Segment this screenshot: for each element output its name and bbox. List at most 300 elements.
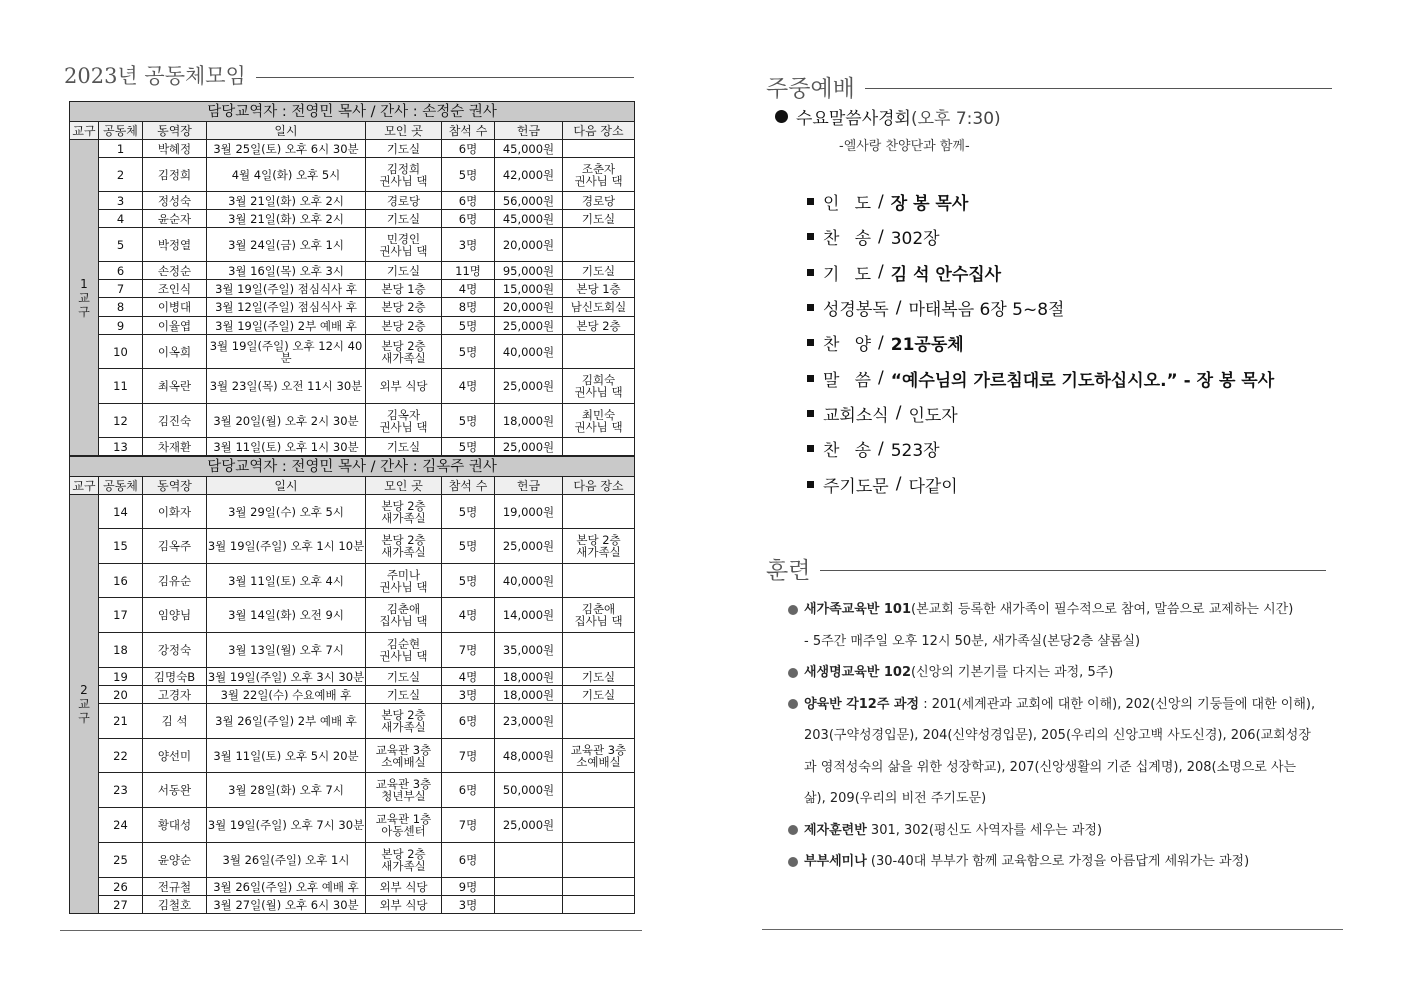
cell-leader: 김명숙B (143, 668, 207, 686)
column-header: 공동체 (99, 477, 143, 495)
service-item-label: 찬 송 (823, 441, 871, 462)
service-item-value: 인도자 (908, 405, 958, 426)
cell-place: 본당 1층 (366, 280, 442, 298)
training-item (788, 689, 1328, 721)
cell-datetime: 3월 19일(주일) 2부 예배 후 (207, 317, 366, 335)
cell-attendance: 7명 (442, 633, 495, 668)
service-item (807, 466, 1335, 501)
bullet-icon (788, 605, 798, 615)
cell-number: 22 (99, 739, 143, 773)
service-item-label: 교회소식 (823, 405, 889, 426)
cell-leader: 양선미 (143, 739, 207, 773)
cell-leader: 박정열 (143, 228, 207, 262)
cell-place: 김옥자 권사님 댁 (366, 404, 442, 438)
separator: / (878, 438, 884, 459)
cell-offering: 25,000원 (495, 369, 563, 404)
cell-next-place (563, 896, 635, 914)
cell-next-place: 김춘애 집사님 댁 (563, 598, 635, 633)
cell-attendance: 3명 (442, 228, 495, 262)
service-item-value: 다같이 (908, 476, 958, 497)
column-header: 모인 곳 (366, 122, 442, 140)
cell-datetime: 3월 29일(수) 오후 5시 (207, 495, 366, 529)
cell-place: 기도실 (366, 438, 442, 456)
cell-number: 27 (99, 896, 143, 914)
separator: / (878, 332, 884, 353)
training-desc-cont: 과 영적성숙의 삶을 위한 성장학교), 207(신앙생활의 기준 십계명), 208(소명으로 사는 (804, 759, 1297, 775)
cell-leader: 김철호 (143, 896, 207, 914)
district-label: 1 교 구 (70, 140, 99, 456)
table-header (70, 457, 635, 477)
cell-attendance: 3명 (442, 896, 495, 914)
table-row (70, 739, 635, 773)
cell-number: 1 (99, 140, 143, 158)
section-title-worship: 주중예배 (766, 70, 1332, 103)
cell-datetime: 3월 26일(주일) 오후 예배 후 (207, 878, 366, 896)
title-rule (820, 570, 1326, 571)
column-headers (70, 122, 635, 140)
cell-next-place (563, 228, 635, 262)
cell-attendance: 4명 (442, 369, 495, 404)
cell-next-place: 김희숙 권사님 댁 (563, 369, 635, 404)
cell-offering: 48,000원 (495, 739, 563, 773)
cell-next-place (563, 335, 635, 369)
cell-leader: 고경자 (143, 686, 207, 704)
service-item-value: 김 석 안수집사 (890, 264, 1002, 285)
cell-number: 15 (99, 529, 143, 564)
cell-offering: 35,000원 (495, 633, 563, 668)
cell-offering: 25,000원 (495, 808, 563, 843)
cell-number: 23 (99, 773, 143, 808)
cell-datetime: 3월 11일(토) 오후 1시 30분 (207, 438, 366, 456)
cell-place: 본당 2층 (366, 317, 442, 335)
cell-number: 12 (99, 404, 143, 438)
cell-datetime: 3월 21일(화) 오후 2시 (207, 210, 366, 228)
cell-datetime: 3월 19일(주일) 오후 1시 10분 (207, 529, 366, 564)
cell-datetime: 3월 16일(목) 오후 3시 (207, 262, 366, 280)
cell-offering: 18,000원 (495, 668, 563, 686)
training-item (788, 846, 1328, 878)
cell-offering: 25,000원 (495, 438, 563, 456)
square-bullet-icon (807, 410, 814, 417)
cell-number: 18 (99, 633, 143, 668)
table-row (70, 298, 635, 317)
cell-attendance: 5명 (442, 495, 495, 529)
service-item-label: 주기도문 (823, 476, 889, 497)
cell-attendance: 5명 (442, 529, 495, 564)
separator: / (878, 262, 884, 283)
title-rule (256, 77, 634, 78)
cell-attendance: 6명 (442, 773, 495, 808)
training-item (788, 594, 1328, 626)
cell-offering: 50,000원 (495, 773, 563, 808)
table-row (70, 158, 635, 192)
service-item-label: 인 도 (823, 194, 871, 215)
cell-next-place (563, 438, 635, 456)
square-bullet-icon (807, 304, 814, 311)
service-item (807, 290, 1335, 325)
cell-offering: 20,000원 (495, 298, 563, 317)
cell-datetime: 3월 14일(화) 오전 9시 (207, 598, 366, 633)
cell-datetime: 3월 19일(주일) 오후 7시 30분 (207, 808, 366, 843)
cell-datetime: 3월 12일(주일) 점심식사 후 (207, 298, 366, 317)
cell-leader: 서동완 (143, 773, 207, 808)
service-item (807, 255, 1335, 290)
cell-offering: 40,000원 (495, 564, 563, 598)
cell-place: 본당 2층 새가족실 (366, 335, 442, 369)
cell-place: 김춘애 집사님 댁 (366, 598, 442, 633)
cell-number: 25 (99, 843, 143, 878)
service-item (807, 360, 1335, 395)
service-item (807, 325, 1335, 360)
training-name: 새가족교육반 101 (804, 602, 912, 617)
separator: / (895, 297, 902, 318)
group1-table (69, 101, 635, 456)
cell-number: 7 (99, 280, 143, 298)
service-item-value: “예수님의 가르침대로 기도하십시오.” - 장 봉 목사 (890, 370, 1275, 391)
cell-next-place (563, 704, 635, 739)
cell-number: 8 (99, 298, 143, 317)
cell-leader: 조인식 (143, 280, 207, 298)
table-row (70, 878, 635, 896)
cell-attendance: 4명 (442, 598, 495, 633)
cell-next-place: 본당 1층 (563, 280, 635, 298)
cell-place: 주미나 권사님 댁 (366, 564, 442, 598)
table-row (70, 262, 635, 280)
cell-attendance: 5명 (442, 564, 495, 598)
cell-place: 본당 2층 새가족실 (366, 704, 442, 739)
cell-datetime: 3월 23일(목) 오전 11시 30분 (207, 369, 366, 404)
cell-leader: 황대성 (143, 808, 207, 843)
cell-place: 교육관 1층 아동센터 (366, 808, 442, 843)
cell-datetime: 3월 28일(화) 오후 7시 (207, 773, 366, 808)
service-item-label: 성경봉독 (823, 300, 889, 321)
cell-place: 기도실 (366, 140, 442, 158)
cell-attendance: 7명 (442, 808, 495, 843)
training-desc: (신앙의 기본기를 다지는 과정, 5주) (911, 665, 1114, 680)
cell-attendance: 5명 (442, 404, 495, 438)
cell-place: 본당 2층 (366, 298, 442, 317)
cell-leader: 차재환 (143, 438, 207, 456)
service-item (807, 219, 1335, 254)
separator: / (878, 226, 884, 247)
column-header: 공동체 (99, 122, 143, 140)
cell-leader: 김진숙 (143, 404, 207, 438)
table-row (70, 280, 635, 298)
cell-leader: 윤순자 (143, 210, 207, 228)
service-item-value: 마태복음 6장 5~8절 (908, 300, 1065, 321)
table-row (70, 633, 635, 668)
bullet-icon (788, 857, 798, 867)
section-title-community: 2023년 공동체모임 (64, 60, 634, 90)
cell-offering: 42,000원 (495, 158, 563, 192)
cell-datetime: 3월 13일(월) 오후 7시 (207, 633, 366, 668)
cell-place: 민경인 권사님 댁 (366, 228, 442, 262)
cell-datetime: 3월 22일(수) 수요예배 후 (207, 686, 366, 704)
cell-offering: 14,000원 (495, 598, 563, 633)
cell-attendance: 3명 (442, 686, 495, 704)
cell-next-place: 교육관 3층 소예배실 (563, 739, 635, 773)
order-of-service (807, 184, 1335, 502)
cell-leader: 손정순 (143, 262, 207, 280)
cell-place: 기도실 (366, 686, 442, 704)
cell-next-place (563, 773, 635, 808)
cell-offering: 20,000원 (495, 228, 563, 262)
cell-place: 본당 2층 새가족실 (366, 843, 442, 878)
cell-next-place: 본당 2층 새가족실 (563, 529, 635, 564)
table-row (70, 210, 635, 228)
cell-next-place: 경로당 (563, 192, 635, 210)
cell-leader: 김정희 (143, 158, 207, 192)
cell-number: 4 (99, 210, 143, 228)
training-desc: (30-40대 부부가 함께 교육함으로 가정을 아름답게 세워가는 과정) (866, 854, 1250, 869)
cell-place: 경로당 (366, 192, 442, 210)
cell-datetime: 3월 25일(토) 오후 6시 30분 (207, 140, 366, 158)
column-header: 헌금 (495, 477, 563, 495)
cell-attendance: 6명 (442, 210, 495, 228)
cell-leader: 이율엽 (143, 317, 207, 335)
cell-number: 19 (99, 668, 143, 686)
cell-attendance: 4명 (442, 280, 495, 298)
cell-next-place (563, 495, 635, 529)
cell-attendance: 6명 (442, 140, 495, 158)
cell-datetime: 3월 21일(화) 오후 2시 (207, 192, 366, 210)
cell-attendance: 8명 (442, 298, 495, 317)
cell-place: 본당 2층 새가족실 (366, 529, 442, 564)
cell-offering: 18,000원 (495, 404, 563, 438)
cell-offering (495, 843, 563, 878)
separator: / (878, 368, 884, 389)
square-bullet-icon (807, 375, 814, 382)
cell-leader: 김 석 (143, 704, 207, 739)
cell-offering: 56,000원 (495, 192, 563, 210)
cell-leader: 윤양순 (143, 843, 207, 878)
cell-number: 24 (99, 808, 143, 843)
cell-attendance: 5명 (442, 335, 495, 369)
square-bullet-icon (807, 233, 814, 240)
cell-next-place (563, 843, 635, 878)
column-headers (70, 477, 635, 495)
column-header: 참석 수 (442, 477, 495, 495)
cell-leader: 전규철 (143, 878, 207, 896)
table-row (70, 529, 635, 564)
training-desc: (본교회 등록한 새가족이 필수적으로 참여, 말씀으로 교제하는 시간) (911, 602, 1294, 617)
cell-next-place: 기도실 (563, 210, 635, 228)
service-item-label: 말 씀 (823, 370, 871, 391)
training-section (788, 594, 1328, 878)
cell-datetime: 3월 24일(금) 오후 1시 (207, 228, 366, 262)
cell-offering: 95,000원 (495, 262, 563, 280)
cell-place: 외부 식당 (366, 896, 442, 914)
cell-number: 21 (99, 704, 143, 739)
section-title-training: 훈련 (766, 552, 1326, 585)
cell-number: 16 (99, 564, 143, 598)
training-desc-cont: - 5주간 매주일 오후 12시 50분, 새가족실(본당2층 샬롬실) (804, 633, 1141, 649)
cell-number: 14 (99, 495, 143, 529)
column-header: 동역장 (143, 477, 207, 495)
cell-datetime: 3월 19일(주일) 점심식사 후 (207, 280, 366, 298)
table-row (70, 686, 635, 704)
cell-next-place: 본당 2층 (563, 317, 635, 335)
column-header: 동역장 (143, 122, 207, 140)
cell-leader: 최옥란 (143, 369, 207, 404)
square-bullet-icon (807, 339, 814, 346)
cell-datetime: 3월 11일(토) 오후 4시 (207, 564, 366, 598)
cell-place: 기도실 (366, 210, 442, 228)
training-desc-cont: 203(구약성경입문), 204(신약성경입문), 205(우리의 신앙고백 사도신경), 206(교회성장 (804, 728, 1311, 743)
square-bullet-icon (807, 481, 814, 488)
worship-subtitle: -엘사랑 찬양단과 함께- (839, 139, 970, 154)
cell-offering (495, 878, 563, 896)
table-row (70, 228, 635, 262)
cell-offering: 45,000원 (495, 140, 563, 158)
cell-number: 5 (99, 228, 143, 262)
cell-next-place: 최민숙 권사님 댁 (563, 404, 635, 438)
cell-number: 11 (99, 369, 143, 404)
column-header: 다음 장소 (563, 122, 635, 140)
cell-number: 13 (99, 438, 143, 456)
cell-number: 2 (99, 158, 143, 192)
cell-place: 본당 2층 새가족실 (366, 495, 442, 529)
cell-leader: 박혜정 (143, 140, 207, 158)
cell-place: 외부 식당 (366, 878, 442, 896)
table-row (70, 404, 635, 438)
cell-next-place (563, 140, 635, 158)
service-item (807, 396, 1335, 431)
cell-offering: 25,000원 (495, 529, 563, 564)
district-label: 2 교 구 (70, 495, 99, 914)
cell-leader: 정성숙 (143, 192, 207, 210)
table-row (70, 598, 635, 633)
cell-next-place: 기도실 (563, 686, 635, 704)
cell-datetime: 3월 20일(월) 오후 2시 30분 (207, 404, 366, 438)
cell-offering: 15,000원 (495, 280, 563, 298)
cell-attendance: 5명 (442, 438, 495, 456)
group2-table (69, 456, 635, 914)
cell-datetime: 3월 26일(주일) 오후 1시 (207, 843, 366, 878)
table-header (70, 102, 635, 122)
table-row (70, 896, 635, 914)
column-header: 헌금 (495, 122, 563, 140)
cell-number: 10 (99, 335, 143, 369)
cell-next-place (563, 808, 635, 843)
service-item-label: 기 도 (823, 264, 871, 285)
cell-leader: 김유순 (143, 564, 207, 598)
cell-offering: 19,000원 (495, 495, 563, 529)
training-desc-cont: 삶), 209(우리의 비전 주기도문) (804, 791, 987, 806)
cell-place: 교육관 3층 청년부실 (366, 773, 442, 808)
cell-attendance: 11명 (442, 262, 495, 280)
cell-place: 교육관 3층 소예배실 (366, 739, 442, 773)
cell-next-place: 남신도회실 (563, 298, 635, 317)
cell-number: 26 (99, 878, 143, 896)
service-item-value: 302장 (890, 229, 940, 250)
cell-place: 외부 식당 (366, 369, 442, 404)
cell-datetime: 3월 11일(토) 오후 5시 20분 (207, 739, 366, 773)
table-row (70, 335, 635, 369)
column-header: 참석 수 (442, 122, 495, 140)
cell-leader: 이옥희 (143, 335, 207, 369)
cell-number: 17 (99, 598, 143, 633)
cell-offering: 23,000원 (495, 704, 563, 739)
bullet-icon (788, 668, 798, 678)
cell-number: 6 (99, 262, 143, 280)
pastor-header: 담당교역자 : 전영민 목사 / 간사 : 손정순 권사 (70, 102, 635, 122)
cell-attendance: 6명 (442, 843, 495, 878)
cell-next-place: 기도실 (563, 262, 635, 280)
separator: / (895, 403, 902, 424)
table-row (70, 773, 635, 808)
table-row (70, 495, 635, 529)
table-row (70, 668, 635, 686)
cell-place: 기도실 (366, 262, 442, 280)
cell-place: 김순현 권사님 댁 (366, 633, 442, 668)
table-row (70, 564, 635, 598)
training-item (788, 815, 1328, 847)
cell-offering (495, 896, 563, 914)
cell-offering: 40,000원 (495, 335, 563, 369)
cell-datetime: 3월 19일(주일) 오후 12시 40분 (207, 335, 366, 369)
training-name: 제자훈련반 (804, 822, 867, 838)
service-item (807, 431, 1335, 466)
table-row (70, 317, 635, 335)
service-item-value: 21공동체 (890, 335, 964, 356)
column-header: 모인 곳 (366, 477, 442, 495)
bullet-icon (788, 699, 798, 709)
square-bullet-icon (807, 198, 814, 205)
table-row (70, 140, 635, 158)
cell-attendance: 6명 (442, 192, 495, 210)
square-bullet-icon (807, 269, 814, 276)
service-item-value: 523장 (890, 441, 940, 462)
cell-number: 9 (99, 317, 143, 335)
separator: / (878, 191, 884, 212)
training-desc: 301, 302(평신도 사역자를 세우는 과정) (866, 822, 1103, 838)
cell-attendance: 9명 (442, 878, 495, 896)
cell-leader: 김옥주 (143, 529, 207, 564)
cell-attendance: 5명 (442, 158, 495, 192)
cell-number: 3 (99, 192, 143, 210)
service-item-label: 찬 양 (823, 335, 871, 356)
square-bullet-icon (807, 445, 814, 452)
training-name: 새생명교육반 102 (804, 665, 912, 680)
cell-number: 20 (99, 686, 143, 704)
cell-leader: 임양님 (143, 598, 207, 633)
cell-place: 기도실 (366, 668, 442, 686)
cell-datetime: 3월 27일(월) 오후 6시 30분 (207, 896, 366, 914)
cell-attendance: 6명 (442, 704, 495, 739)
title-rule (865, 88, 1332, 89)
cell-next-place (563, 633, 635, 668)
cell-offering: 18,000원 (495, 686, 563, 704)
cell-attendance: 7명 (442, 739, 495, 773)
training-name: 부부세미나 (804, 854, 867, 869)
cell-datetime: 3월 19일(주일) 오후 3시 30분 (207, 669, 365, 684)
cell-offering: 25,000원 (495, 317, 563, 335)
column-header: 일시 (207, 122, 366, 140)
column-header: 다음 장소 (563, 477, 635, 495)
worship-section (775, 104, 1335, 502)
bullet-icon (775, 110, 788, 123)
separator: / (895, 474, 902, 495)
cell-attendance: 4명 (442, 668, 495, 686)
service-item-value: 장 봉 목사 (890, 194, 969, 215)
worship-heading: 수요말씀사경회 (오후 7:30) (775, 104, 1335, 129)
cell-place: 김정희 권사님 댁 (366, 158, 442, 192)
training-name: 양육반 각12주 과정 (804, 696, 920, 712)
table-row (70, 438, 635, 456)
pastor-header: 담당교역자 : 전영민 목사 / 간사 : 김옥주 권사 (70, 457, 635, 477)
cell-next-place: 조춘자 권사님 댁 (563, 158, 635, 192)
